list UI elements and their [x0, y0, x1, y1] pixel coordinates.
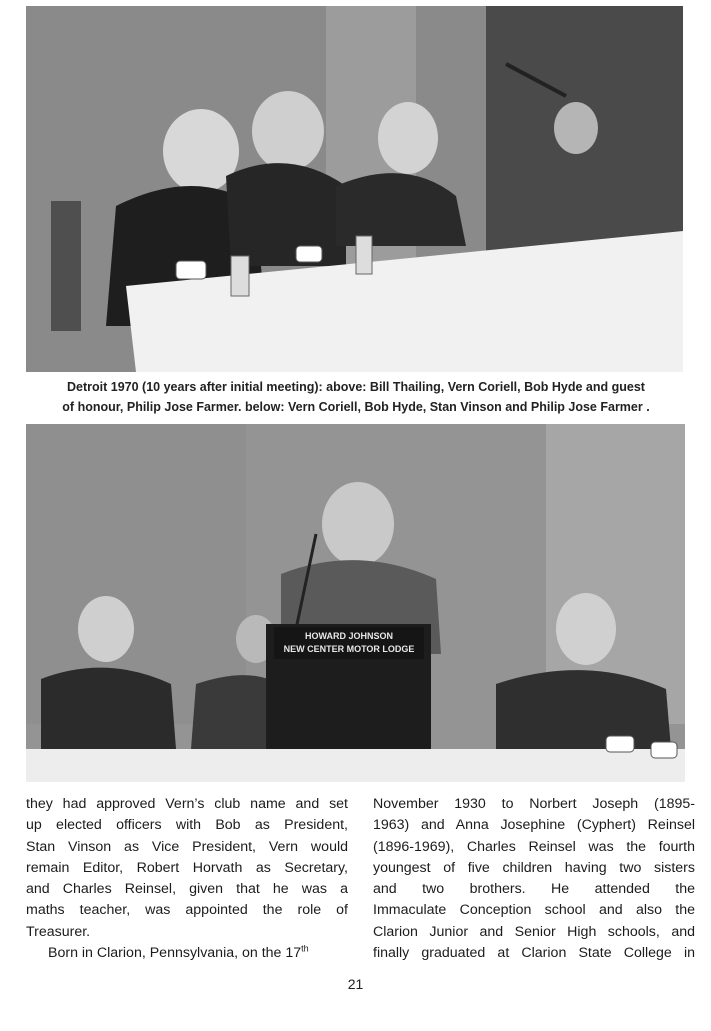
page-number: 21 [347, 976, 364, 992]
body-line-last [26, 943, 348, 964]
body-column-left [26, 794, 348, 964]
lectern-sign-line-1: HOWARD JOHNSON [304, 631, 394, 641]
photo-caption [30, 377, 682, 417]
top-photo-scene [26, 6, 683, 372]
body-line: youngest of five children having two sisters [373, 859, 695, 876]
body-line: November 1930 to Norbert Joseph (1895- [373, 796, 695, 812]
body-line: Immaculate Conception school and also the [373, 902, 695, 919]
body-line: they had approved Vern’s club name and set [26, 796, 348, 812]
body-line: and two brothers. He attended the [373, 881, 695, 898]
body-line: Stan Vinson as Vice President, Vern would [26, 838, 348, 855]
caption-line-2: of honour, Philip Jose Farmer. below: Vern Coriell, Bob Hyde, Stan Vinson and Philip Jose Farmer . [62, 400, 650, 414]
body-line: (1896-1969), Charles Reinsel was the fourth [373, 838, 695, 855]
body-line: 1963) and Anna Josephine (Cyphert) Reinsel [373, 817, 695, 834]
bottom-photo [26, 424, 685, 782]
ordinal-suffix: th [301, 943, 309, 954]
bottom-photo-scene [26, 424, 685, 782]
body-line-text: Born in Clarion, Pennsylvania, on the 17 [48, 945, 302, 962]
body-line: finally graduated at Clarion State College in [373, 945, 695, 962]
lectern-sign-line-2: NEW CENTER MOTOR LODGE [283, 644, 415, 654]
body-line: maths teacher, was appointed the role of [26, 902, 348, 919]
top-photo [26, 6, 683, 372]
body-line: and Charles Reinsel, given that he was a [26, 881, 348, 898]
body-line: up elected officers with Bob as President, [26, 817, 348, 834]
body-line: remain Editor, Robert Horvath as Secretary, [26, 859, 348, 876]
body-line: Treasurer. [26, 923, 91, 940]
caption-line-1: Detroit 1970 (10 years after initial meeting): above: Bill Thailing, Vern Coriell, Bob Hyde and guest [67, 380, 645, 394]
body-column-right [373, 794, 695, 964]
body-line: Clarion Junior and Senior High schools, and [373, 923, 695, 940]
